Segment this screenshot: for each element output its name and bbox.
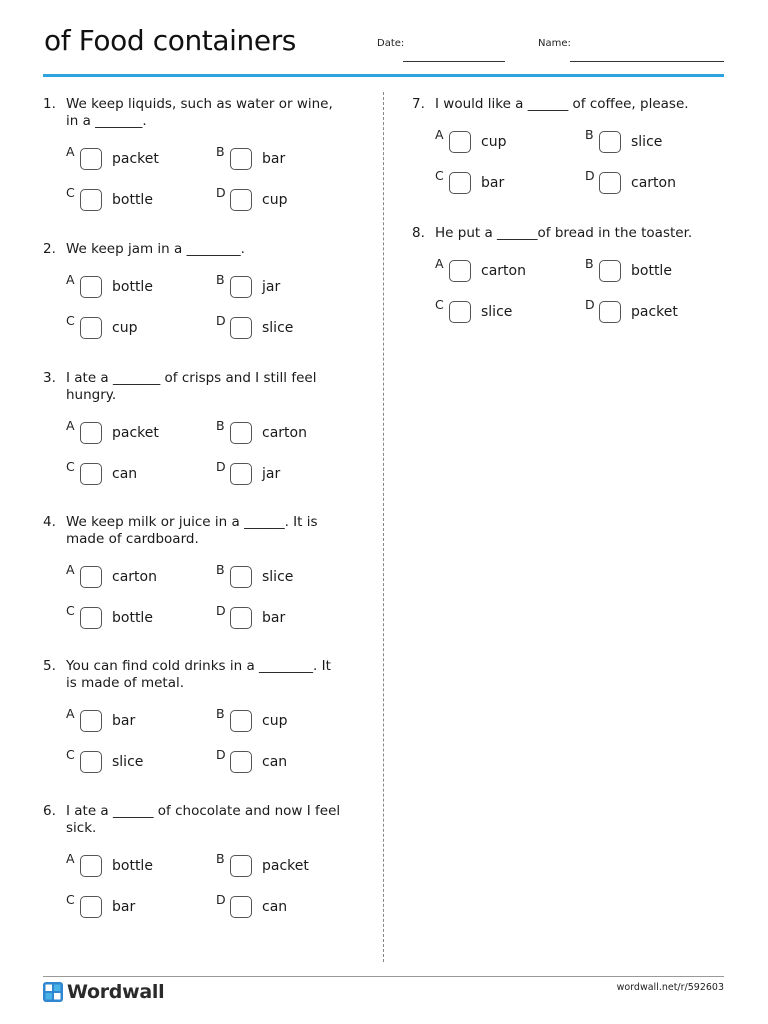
question-prompt — [43, 514, 343, 548]
answer-option[interactable] — [66, 851, 206, 881]
wordwall-logo-icon — [43, 982, 63, 1002]
question-number: 4. — [43, 514, 56, 530]
option-letter: C — [66, 313, 75, 328]
answer-option[interactable] — [66, 313, 206, 343]
option-letter: B — [585, 127, 594, 142]
checkbox-empty-icon[interactable] — [80, 189, 102, 211]
answer-option[interactable] — [66, 706, 206, 736]
checkbox-empty-icon[interactable] — [230, 855, 252, 877]
answer-option[interactable] — [216, 603, 356, 633]
option-label: carton — [112, 569, 157, 585]
option-label: jar — [262, 466, 281, 482]
answer-option[interactable] — [585, 127, 725, 157]
option-letter: C — [66, 747, 75, 762]
option-letter: D — [216, 459, 226, 474]
answer-option[interactable] — [435, 168, 575, 198]
wordwall-brand-text: Wordwall — [67, 981, 165, 1003]
answer-option[interactable] — [216, 185, 356, 215]
option-letter: A — [66, 272, 75, 287]
option-letter: A — [66, 562, 75, 577]
wordwall-logo[interactable] — [43, 981, 165, 1003]
answer-option[interactable] — [216, 892, 356, 922]
option-label: bottle — [112, 279, 153, 295]
answer-option[interactable] — [66, 747, 206, 777]
option-letter: D — [216, 892, 226, 907]
option-label: packet — [262, 858, 309, 874]
answer-option[interactable] — [585, 297, 725, 327]
option-letter: B — [216, 851, 225, 866]
answer-option[interactable] — [585, 168, 725, 198]
checkbox-empty-icon[interactable] — [230, 422, 252, 444]
question-text: You can find cold drinks in a ________. It is made of metal. — [66, 658, 331, 691]
option-label: carton — [631, 175, 676, 191]
answer-options — [43, 706, 343, 792]
question-text: We keep jam in a ________. — [66, 241, 245, 257]
checkbox-empty-icon[interactable] — [80, 607, 102, 629]
question-text: I ate a ______ of chocolate and now I feel sick. — [66, 803, 341, 836]
option-label: bottle — [112, 192, 153, 208]
option-label: slice — [262, 320, 294, 336]
question-number: 7. — [412, 96, 425, 112]
question-6 — [43, 803, 343, 937]
question-prompt — [43, 96, 343, 130]
answer-option[interactable] — [66, 459, 206, 489]
answer-option[interactable] — [435, 127, 575, 157]
option-letter: C — [66, 185, 75, 200]
question-number: 5. — [43, 658, 56, 674]
option-letter: C — [66, 603, 75, 618]
answer-options — [43, 272, 343, 358]
option-letter: A — [435, 256, 444, 271]
checkbox-empty-icon[interactable] — [449, 131, 471, 153]
checkbox-empty-icon[interactable] — [80, 422, 102, 444]
question-4 — [43, 514, 343, 648]
answer-options — [43, 418, 343, 504]
footer-url[interactable]: wordwall.net/r/592603 — [616, 982, 724, 993]
option-label: bottle — [631, 263, 672, 279]
question-7 — [412, 96, 712, 213]
checkbox-empty-icon[interactable] — [449, 260, 471, 282]
answer-options — [412, 127, 712, 213]
answer-option[interactable] — [216, 144, 356, 174]
option-label: bottle — [112, 610, 153, 626]
question-prompt — [412, 225, 712, 242]
question-number: 6. — [43, 803, 56, 819]
option-letter: C — [435, 297, 444, 312]
checkbox-empty-icon[interactable] — [230, 896, 252, 918]
option-label: bar — [481, 175, 505, 191]
answer-option[interactable] — [216, 851, 356, 881]
option-letter: B — [216, 706, 225, 721]
option-letter: A — [66, 418, 75, 433]
checkbox-empty-icon[interactable] — [80, 855, 102, 877]
answer-option[interactable] — [435, 256, 575, 286]
option-letter: C — [66, 459, 75, 474]
question-8 — [412, 225, 712, 342]
checkbox-empty-icon[interactable] — [80, 710, 102, 732]
answer-option[interactable] — [66, 272, 206, 302]
question-prompt — [43, 241, 343, 258]
answer-option[interactable] — [66, 185, 206, 215]
header-divider — [43, 74, 724, 77]
option-label: jar — [262, 279, 281, 295]
checkbox-empty-icon[interactable] — [230, 276, 252, 298]
option-letter: D — [585, 297, 595, 312]
checkbox-empty-icon[interactable] — [599, 260, 621, 282]
column-divider — [383, 92, 384, 962]
answer-option[interactable] — [216, 747, 356, 777]
option-letter: A — [66, 706, 75, 721]
answer-options — [43, 144, 343, 230]
date-label: Date: — [377, 38, 405, 49]
option-label: bar — [262, 610, 286, 626]
checkbox-empty-icon[interactable] — [230, 189, 252, 211]
answer-option[interactable] — [585, 256, 725, 286]
question-3 — [43, 370, 343, 504]
checkbox-empty-icon[interactable] — [80, 463, 102, 485]
answer-option[interactable] — [216, 459, 356, 489]
checkbox-empty-icon[interactable] — [599, 301, 621, 323]
option-letter: D — [216, 185, 226, 200]
answer-option[interactable] — [435, 297, 575, 327]
question-number: 3. — [43, 370, 56, 386]
option-label: can — [262, 754, 288, 770]
answer-option[interactable] — [216, 272, 356, 302]
answer-option[interactable] — [216, 418, 356, 448]
option-label: bar — [112, 713, 136, 729]
option-letter: B — [216, 562, 225, 577]
checkbox-empty-icon[interactable] — [599, 172, 621, 194]
answer-options — [43, 851, 343, 937]
option-letter: B — [216, 272, 225, 287]
answer-option[interactable] — [66, 892, 206, 922]
option-label: carton — [481, 263, 526, 279]
option-label: can — [262, 899, 288, 915]
name-field[interactable] — [570, 61, 724, 62]
answer-options — [412, 256, 712, 342]
answer-option[interactable] — [66, 562, 206, 592]
checkbox-empty-icon[interactable] — [80, 566, 102, 588]
question-5 — [43, 658, 343, 792]
option-letter: C — [435, 168, 444, 183]
option-letter: B — [216, 418, 225, 433]
checkbox-empty-icon[interactable] — [230, 751, 252, 773]
option-letter: D — [216, 313, 226, 328]
checkbox-empty-icon[interactable] — [599, 131, 621, 153]
checkbox-empty-icon[interactable] — [230, 148, 252, 170]
answer-option[interactable] — [216, 313, 356, 343]
checkbox-empty-icon[interactable] — [449, 301, 471, 323]
option-label: packet — [112, 425, 159, 441]
option-label: cup — [481, 134, 507, 150]
option-label: cup — [262, 713, 288, 729]
question-number: 8. — [412, 225, 425, 241]
answer-option[interactable] — [66, 603, 206, 633]
checkbox-empty-icon[interactable] — [80, 317, 102, 339]
option-label: cup — [112, 320, 138, 336]
question-prompt — [43, 658, 343, 692]
footer-divider — [43, 976, 724, 977]
option-letter: D — [216, 747, 226, 762]
question-text: I would like a ______ of coffee, please. — [435, 96, 689, 112]
question-prompt — [412, 96, 712, 113]
checkbox-empty-icon[interactable] — [449, 172, 471, 194]
option-label: bar — [262, 151, 286, 167]
option-label: slice — [631, 134, 663, 150]
question-number: 1. — [43, 96, 56, 112]
answer-option[interactable] — [216, 706, 356, 736]
answer-options — [43, 562, 343, 648]
question-text: He put a ______of bread in the toaster. — [435, 225, 693, 241]
checkbox-empty-icon[interactable] — [230, 710, 252, 732]
option-label: slice — [481, 304, 513, 320]
option-label: slice — [262, 569, 294, 585]
checkbox-empty-icon[interactable] — [230, 566, 252, 588]
question-text: We keep milk or juice in a ______. It is made of cardboard. — [66, 514, 318, 547]
answer-option[interactable] — [66, 418, 206, 448]
option-label: packet — [631, 304, 678, 320]
option-letter: D — [216, 603, 226, 618]
name-label: Name: — [538, 38, 571, 49]
date-field[interactable] — [403, 61, 505, 62]
question-prompt — [43, 370, 343, 404]
question-text: I ate a _______ of crisps and I still feel hungry. — [66, 370, 317, 403]
option-label: slice — [112, 754, 144, 770]
question-number: 2. — [43, 241, 56, 257]
option-label: carton — [262, 425, 307, 441]
page-title: of Food containers — [44, 24, 296, 57]
option-letter: C — [66, 892, 75, 907]
checkbox-empty-icon[interactable] — [80, 751, 102, 773]
question-1 — [43, 96, 343, 230]
checkbox-empty-icon[interactable] — [230, 607, 252, 629]
answer-option[interactable] — [66, 144, 206, 174]
answer-option[interactable] — [216, 562, 356, 592]
checkbox-empty-icon[interactable] — [230, 463, 252, 485]
checkbox-empty-icon[interactable] — [80, 896, 102, 918]
checkbox-empty-icon[interactable] — [80, 276, 102, 298]
option-letter: B — [216, 144, 225, 159]
option-label: packet — [112, 151, 159, 167]
option-letter: D — [585, 168, 595, 183]
checkbox-empty-icon[interactable] — [230, 317, 252, 339]
option-letter: A — [66, 851, 75, 866]
option-letter: A — [66, 144, 75, 159]
option-label: bottle — [112, 858, 153, 874]
question-text: We keep liquids, such as water or wine, in a _______. — [66, 96, 333, 129]
question-prompt — [43, 803, 343, 837]
option-label: bar — [112, 899, 136, 915]
option-letter: A — [435, 127, 444, 142]
option-label: can — [112, 466, 138, 482]
checkbox-empty-icon[interactable] — [80, 148, 102, 170]
option-letter: B — [585, 256, 594, 271]
question-2 — [43, 241, 343, 358]
option-label: cup — [262, 192, 288, 208]
